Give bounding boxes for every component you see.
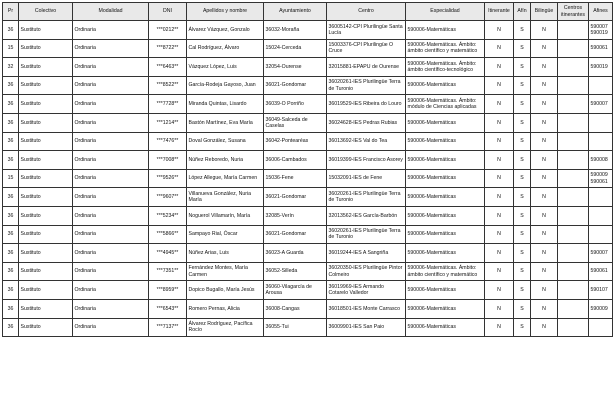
table-row: [3, 169, 613, 188]
cell-bilingue: N: [531, 151, 558, 170]
cell-afines: [589, 113, 613, 132]
cell-centros-itinerantes: [558, 225, 589, 244]
cell-especialidad: 590006-Matemáticas: [406, 225, 485, 244]
cell-modalidad: Ordinaria: [73, 132, 149, 151]
table-row: [3, 113, 613, 132]
cell-colectivo: Sustituto: [19, 58, 73, 77]
cell-pr: 36: [3, 299, 19, 318]
cell-ayuntamiento: 36049-Salceda de Caselas: [264, 113, 327, 132]
cell-colectivo: Sustituto: [19, 299, 73, 318]
cell-apellidos-nombre: Noguerol Villamarín, María: [187, 206, 264, 225]
cell-itinerante: N: [485, 132, 514, 151]
cell-apellidos-nombre: Miranda Quintas, Lisardo: [187, 95, 264, 114]
cell-especialidad: 590006-Matemáticas: [406, 206, 485, 225]
cell-centro: 36019399-IES Francisco Asorey: [327, 151, 406, 170]
cell-dni: ***1214**: [149, 113, 187, 132]
header-afines: Afines: [589, 3, 613, 21]
cell-ayuntamiento: 36021-Gondomar: [264, 188, 327, 207]
cell-dni: ***8522**: [149, 76, 187, 95]
cell-apellidos-nombre: Villanueva González, Nuria María: [187, 188, 264, 207]
cell-modalidad: Ordinaria: [73, 21, 149, 40]
cell-afines: 590009 590061: [589, 169, 613, 188]
cell-afines: 590019: [589, 58, 613, 77]
cell-bilingue: N: [531, 132, 558, 151]
cell-ayuntamiento: 36055-Tui: [264, 318, 327, 337]
cell-especialidad: 590006-Matemáticas. Ámbito: ámbito científico y matemático: [406, 262, 485, 281]
cell-pr: 15: [3, 39, 19, 58]
cell-dni: ***8722**: [149, 39, 187, 58]
cell-centro: 32013562-IES García-Barbón: [327, 206, 406, 225]
cell-pr: 36: [3, 76, 19, 95]
table-row: [3, 151, 613, 170]
cell-pr: 36: [3, 244, 19, 263]
cell-modalidad: Ordinaria: [73, 206, 149, 225]
cell-afines: [589, 76, 613, 95]
cell-afin: S: [514, 281, 531, 300]
cell-dni: ***8959**: [149, 281, 187, 300]
cell-especialidad: 590006-Matemáticas: [406, 132, 485, 151]
cell-centro: 36005142-CPI Plurilingüe Santa Lucía: [327, 21, 406, 40]
cell-itinerante: N: [485, 244, 514, 263]
cell-apellidos-nombre: Romero Pernas, Alicia: [187, 299, 264, 318]
cell-afin: S: [514, 262, 531, 281]
cell-centro: 32015881-EPAPU de Ourense: [327, 58, 406, 77]
cell-centros-itinerantes: [558, 281, 589, 300]
cell-afines: 590107: [589, 281, 613, 300]
cell-centro: 36019244-IES A Sangriña: [327, 244, 406, 263]
cell-bilingue: N: [531, 244, 558, 263]
cell-pr: 36: [3, 206, 19, 225]
cell-ayuntamiento: 32054-Ourense: [264, 58, 327, 77]
cell-especialidad: 590006-Matemáticas: [406, 188, 485, 207]
cell-modalidad: Ordinaria: [73, 225, 149, 244]
cell-apellidos-nombre: Fernández Montes, María Carmen: [187, 262, 264, 281]
cell-bilingue: N: [531, 281, 558, 300]
cell-centros-itinerantes: [558, 188, 589, 207]
cell-apellidos-nombre: Álvarez Vázquez, Gonzalo: [187, 21, 264, 40]
cell-itinerante: N: [485, 262, 514, 281]
cell-modalidad: Ordinaria: [73, 318, 149, 337]
cell-centro: 36018501-IES Monte Carrasco: [327, 299, 406, 318]
cell-especialidad: 590006-Matemáticas: [406, 113, 485, 132]
cell-apellidos-nombre: Núñez Arias, Luis: [187, 244, 264, 263]
cell-afin: S: [514, 95, 531, 114]
cell-pr: 36: [3, 113, 19, 132]
cell-afines: [589, 225, 613, 244]
table-row: [3, 132, 613, 151]
table-row: [3, 225, 613, 244]
table-row: [3, 58, 613, 77]
cell-colectivo: Sustituto: [19, 318, 73, 337]
cell-itinerante: N: [485, 95, 514, 114]
cell-dni: ***5234**: [149, 206, 187, 225]
cell-ayuntamiento: 36006-Cambados: [264, 151, 327, 170]
cell-dni: ***4945**: [149, 244, 187, 263]
cell-apellidos-nombre: Dopico Bugallo, María Jesús: [187, 281, 264, 300]
cell-especialidad: 590006-Matemáticas: [406, 151, 485, 170]
cell-bilingue: N: [531, 225, 558, 244]
cell-pr: 36: [3, 281, 19, 300]
cell-modalidad: Ordinaria: [73, 39, 149, 58]
cell-ayuntamiento: 36008-Cangas: [264, 299, 327, 318]
cell-bilingue: N: [531, 318, 558, 337]
cell-afines: 590007 590019: [589, 21, 613, 40]
cell-afin: S: [514, 39, 531, 58]
cell-dni: ***9607**: [149, 188, 187, 207]
cell-centro: 36019529-IES Ribeira do Louro: [327, 95, 406, 114]
cell-especialidad: 590006-Matemáticas: [406, 318, 485, 337]
cell-colectivo: Sustituto: [19, 244, 73, 263]
cell-itinerante: N: [485, 225, 514, 244]
cell-centros-itinerantes: [558, 244, 589, 263]
header-especialidad: Especialidad: [406, 3, 485, 21]
cell-dni: ***0212**: [149, 21, 187, 40]
cell-itinerante: N: [485, 299, 514, 318]
cell-afines: 590007: [589, 244, 613, 263]
cell-itinerante: N: [485, 169, 514, 188]
cell-modalidad: Ordinaria: [73, 113, 149, 132]
cell-bilingue: N: [531, 95, 558, 114]
cell-centro: 15032091-IES de Fene: [327, 169, 406, 188]
cell-afin: S: [514, 76, 531, 95]
cell-centros-itinerantes: [558, 39, 589, 58]
cell-itinerante: N: [485, 21, 514, 40]
cell-colectivo: Sustituto: [19, 169, 73, 188]
cell-afin: S: [514, 299, 531, 318]
header-pr: Pr: [3, 3, 19, 21]
cell-colectivo: Sustituto: [19, 132, 73, 151]
header-itinerante: Itinerante: [485, 3, 514, 21]
cell-afin: S: [514, 151, 531, 170]
cell-bilingue: N: [531, 262, 558, 281]
cell-afin: S: [514, 206, 531, 225]
cell-apellidos-nombre: Cal Rodríguez, Álvaro: [187, 39, 264, 58]
cell-ayuntamiento: 36039-O Porriño: [264, 95, 327, 114]
cell-bilingue: N: [531, 169, 558, 188]
cell-colectivo: Sustituto: [19, 113, 73, 132]
cell-bilingue: N: [531, 188, 558, 207]
cell-bilingue: N: [531, 299, 558, 318]
cell-modalidad: Ordinaria: [73, 95, 149, 114]
cell-colectivo: Sustituto: [19, 21, 73, 40]
cell-itinerante: N: [485, 281, 514, 300]
cell-pr: 36: [3, 188, 19, 207]
cell-colectivo: Sustituto: [19, 188, 73, 207]
cell-dni: ***6543**: [149, 299, 187, 318]
cell-colectivo: Sustituto: [19, 39, 73, 58]
cell-centro: 36013692-IES Val do Tea: [327, 132, 406, 151]
cell-dni: ***7476**: [149, 132, 187, 151]
cell-centros-itinerantes: [558, 113, 589, 132]
header-afin: Afín: [514, 3, 531, 21]
cell-especialidad: 590006-Matemáticas. Ámbito: módulo de Ciencias aplicadas: [406, 95, 485, 114]
cell-itinerante: N: [485, 113, 514, 132]
cell-itinerante: N: [485, 318, 514, 337]
cell-afin: S: [514, 58, 531, 77]
cell-ayuntamiento: 36021-Gondomar: [264, 76, 327, 95]
cell-apellidos-nombre: Sampayo Rial, Óscar: [187, 225, 264, 244]
cell-centro: 36020261-IES Plurilingüe Terra de Turonio: [327, 188, 406, 207]
cell-ayuntamiento: 36042-Pontearéas: [264, 132, 327, 151]
cell-centro: 15003376-CPI Plurilingüe O Cruce: [327, 39, 406, 58]
cell-bilingue: N: [531, 39, 558, 58]
cell-itinerante: N: [485, 151, 514, 170]
cell-dni: ***5866**: [149, 225, 187, 244]
cell-centros-itinerantes: [558, 206, 589, 225]
cell-ayuntamiento: 36023-A Guarda: [264, 244, 327, 263]
cell-pr: 36: [3, 151, 19, 170]
cell-modalidad: Ordinaria: [73, 244, 149, 263]
cell-modalidad: Ordinaria: [73, 262, 149, 281]
cell-dni: ***6463**: [149, 58, 187, 77]
cell-especialidad: 590006-Matemáticas: [406, 299, 485, 318]
cell-afines: 590008: [589, 151, 613, 170]
cell-apellidos-nombre: García-Rodeja Gayoso, Juan: [187, 76, 264, 95]
cell-afines: [589, 206, 613, 225]
cell-modalidad: Ordinaria: [73, 151, 149, 170]
cell-afin: S: [514, 318, 531, 337]
cell-afines: 590061: [589, 262, 613, 281]
cell-afin: S: [514, 113, 531, 132]
table-row: [3, 244, 613, 263]
header-dni: DNI: [149, 3, 187, 21]
cell-pr: 32: [3, 58, 19, 77]
cell-afin: S: [514, 244, 531, 263]
header-centro: Centro: [327, 3, 406, 21]
cell-apellidos-nombre: Álvarez Rodríguez, Pacífica Rocío: [187, 318, 264, 337]
table-row: [3, 188, 613, 207]
cell-centro: 36020261-IES Plurilingüe Terra de Turonio: [327, 76, 406, 95]
cell-centros-itinerantes: [558, 95, 589, 114]
cell-colectivo: Sustituto: [19, 151, 73, 170]
cell-colectivo: Sustituto: [19, 95, 73, 114]
header-colectivo: Colectivo: [19, 3, 73, 21]
cell-especialidad: 590006-Matemáticas: [406, 21, 485, 40]
cell-centros-itinerantes: [558, 318, 589, 337]
table-row: [3, 206, 613, 225]
cell-centros-itinerantes: [558, 169, 589, 188]
cell-ayuntamiento: 15024-Cerceda: [264, 39, 327, 58]
cell-centros-itinerantes: [558, 132, 589, 151]
cell-bilingue: N: [531, 206, 558, 225]
cell-centros-itinerantes: [558, 21, 589, 40]
cell-centro: 36020350-IES Plurilingüe Pintor Colmeiro: [327, 262, 406, 281]
cell-pr: 36: [3, 262, 19, 281]
cell-ayuntamiento: 36032-Moraña: [264, 21, 327, 40]
header-centros-itinerantes: Centros itinerantes: [558, 3, 589, 21]
cell-pr: 36: [3, 95, 19, 114]
assignments-table: [2, 2, 613, 337]
cell-afines: 590061: [589, 39, 613, 58]
cell-ayuntamiento: 36052-Silleda: [264, 262, 327, 281]
table-row: [3, 21, 613, 40]
cell-dni: ***9526**: [149, 169, 187, 188]
cell-especialidad: 590006-Matemáticas: [406, 76, 485, 95]
table-body: [3, 21, 613, 337]
cell-afin: S: [514, 169, 531, 188]
cell-colectivo: Sustituto: [19, 262, 73, 281]
cell-colectivo: Sustituto: [19, 76, 73, 95]
cell-afines: [589, 188, 613, 207]
cell-dni: ***7008**: [149, 151, 187, 170]
header-bilingue: Bilingüe: [531, 3, 558, 21]
cell-afin: S: [514, 132, 531, 151]
cell-centro: 36024628-IES Pedras Rubias: [327, 113, 406, 132]
table-row: [3, 39, 613, 58]
cell-itinerante: N: [485, 206, 514, 225]
cell-modalidad: Ordinaria: [73, 58, 149, 77]
table-row: [3, 76, 613, 95]
cell-modalidad: Ordinaria: [73, 169, 149, 188]
cell-centro: 36009901-IES San Paio: [327, 318, 406, 337]
cell-afines: 590009: [589, 299, 613, 318]
table-row: [3, 281, 613, 300]
cell-centros-itinerantes: [558, 76, 589, 95]
cell-centros-itinerantes: [558, 262, 589, 281]
cell-centro: 36020261-IES Plurilingüe Terra de Turonio: [327, 225, 406, 244]
header-modalidad: Modalidad: [73, 3, 149, 21]
cell-bilingue: N: [531, 21, 558, 40]
table-row: [3, 262, 613, 281]
cell-apellidos-nombre: Vázquez López, Luis: [187, 58, 264, 77]
cell-especialidad: 590006-Matemáticas: [406, 244, 485, 263]
table-row: [3, 299, 613, 318]
cell-afines: [589, 132, 613, 151]
cell-especialidad: 590006-Matemáticas: [406, 169, 485, 188]
cell-modalidad: Ordinaria: [73, 281, 149, 300]
cell-colectivo: Sustituto: [19, 225, 73, 244]
cell-modalidad: Ordinaria: [73, 299, 149, 318]
table-row: [3, 95, 613, 114]
cell-afin: S: [514, 21, 531, 40]
cell-ayuntamiento: 32085-Verín: [264, 206, 327, 225]
cell-centro: 36019969-IES Armando Cotarelo Valledor: [327, 281, 406, 300]
cell-pr: 36: [3, 132, 19, 151]
cell-pr: 36: [3, 21, 19, 40]
cell-especialidad: 590006-Matemáticas: [406, 281, 485, 300]
cell-itinerante: N: [485, 188, 514, 207]
cell-modalidad: Ordinaria: [73, 76, 149, 95]
cell-colectivo: Sustituto: [19, 206, 73, 225]
cell-pr: 36: [3, 225, 19, 244]
cell-centros-itinerantes: [558, 151, 589, 170]
cell-bilingue: N: [531, 113, 558, 132]
table-row: [3, 318, 613, 337]
header-apellidos-nombre: Apellidos y nombre: [187, 3, 264, 21]
cell-dni: ***7137**: [149, 318, 187, 337]
cell-bilingue: N: [531, 76, 558, 95]
header-ayuntamiento: Ayuntamiento: [264, 3, 327, 21]
cell-apellidos-nombre: Doval González, Susana: [187, 132, 264, 151]
cell-apellidos-nombre: López Allegue, María Carmen: [187, 169, 264, 188]
cell-centros-itinerantes: [558, 299, 589, 318]
cell-ayuntamiento: 36021-Gondomar: [264, 225, 327, 244]
cell-especialidad: 590006-Matemáticas. Ámbito: ámbito científico y matemático: [406, 39, 485, 58]
cell-colectivo: Sustituto: [19, 281, 73, 300]
cell-apellidos-nombre: Núñez Reboredo, Nuria: [187, 151, 264, 170]
cell-bilingue: N: [531, 58, 558, 77]
cell-modalidad: Ordinaria: [73, 188, 149, 207]
cell-afin: S: [514, 188, 531, 207]
cell-dni: ***7351**: [149, 262, 187, 281]
cell-apellidos-nombre: Bastón Martínez, Eva María: [187, 113, 264, 132]
header-row: [3, 3, 613, 21]
cell-pr: 15: [3, 169, 19, 188]
cell-afines: [589, 318, 613, 337]
cell-itinerante: N: [485, 58, 514, 77]
cell-ayuntamiento: 36060-Vilagarcía de Arousa: [264, 281, 327, 300]
assignments-document: [2, 2, 612, 337]
cell-itinerante: N: [485, 76, 514, 95]
cell-itinerante: N: [485, 39, 514, 58]
cell-pr: 36: [3, 318, 19, 337]
cell-ayuntamiento: 15036-Fene: [264, 169, 327, 188]
cell-dni: ***7728**: [149, 95, 187, 114]
cell-afines: 590007: [589, 95, 613, 114]
cell-afin: S: [514, 225, 531, 244]
cell-especialidad: 590006-Matemáticas. Ámbito: ámbito científico-tecnológico: [406, 58, 485, 77]
cell-centros-itinerantes: [558, 58, 589, 77]
